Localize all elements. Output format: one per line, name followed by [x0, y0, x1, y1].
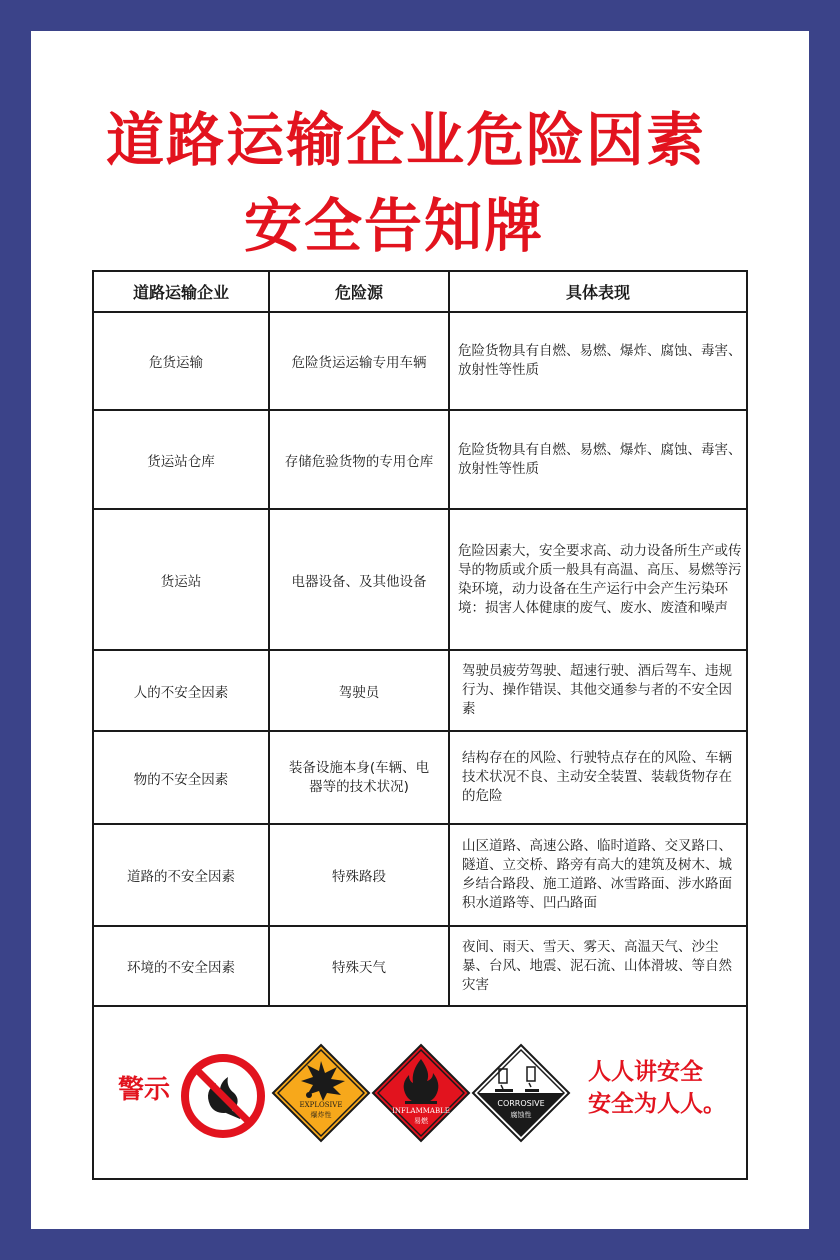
cell-detail: 结构存在的风险、行驶特点存在的风险、车辆技术状况不良、主动安全装置、装载货物存在的危险 [449, 731, 747, 824]
notice-board [31, 31, 809, 1229]
explosive-cn: 爆炸性 [310, 1111, 332, 1119]
cell-detail: 危险货物具有自燃、易燃、爆炸、腐蚀、毒害、放射性等性质 [449, 410, 747, 509]
enterprise-label: 货运站仓库 [147, 453, 215, 470]
cell-enterprise [93, 312, 269, 410]
cell-source: 驾驶员 [269, 650, 449, 731]
cell-detail: 山区道路、高速公路、临时道路、交叉路口、隧道、立交桥、路旁有高大的建筑及树木、城乡结合路段、施工道路、冰雪路面、涉水路面积水道路等、凹凸路面 [449, 824, 747, 926]
table-row [93, 509, 747, 650]
cell-enterprise [93, 926, 269, 1006]
hazard-table [92, 270, 748, 1007]
inflammable-cn: 易燃 [414, 1117, 428, 1125]
enterprise-label: 道路的不安全因素 [127, 869, 235, 885]
cell-enterprise [93, 650, 269, 731]
enterprise-label: 物的不安全因素 [133, 771, 229, 788]
cell-enterprise [93, 410, 269, 509]
header-source: 危险源 [269, 271, 449, 312]
warning-label: 警示 [118, 1075, 171, 1105]
page-title-line2: 安全告知牌 [243, 192, 544, 260]
cell-detail: 驾驶员疲劳驾驶、超速行驶、酒后驾车、违规行为、操作错误、其他交通参与者的不安全因素 [449, 650, 747, 731]
cell-source: 特殊路段 [269, 824, 449, 926]
slogan-line1: 人人讲安全 [588, 1059, 703, 1085]
table-header-row [93, 271, 747, 312]
inflammable-en: INFLAMMABLE [392, 1107, 450, 1115]
cell-detail: 危险因素大，安全要求高、动力设备所生产或传导的物质或介质一般具有高温、高压、易燃等污染环境，动力设备在生产运行中会产生污染环境：损害人体健康的废气、废水、废渣和噪声 [449, 509, 747, 650]
cell-enterprise [93, 509, 269, 650]
slogan [588, 1056, 726, 1120]
no-fire-icon [180, 1053, 266, 1139]
table-row [93, 926, 747, 1006]
header-detail: 具体表现 [449, 271, 747, 312]
table-row [93, 731, 747, 824]
corrosive-en: CORROSIVE [497, 1099, 545, 1108]
corrosive-cn: 腐蚀性 [510, 1111, 532, 1119]
inflammable-icon [371, 1043, 471, 1143]
page-title-line1: 道路运输企业危险因素 [105, 106, 706, 174]
table-row [93, 410, 747, 509]
corrosive-icon [471, 1043, 571, 1143]
table-row [93, 650, 747, 731]
warning-panel [92, 1006, 748, 1180]
enterprise-label: 人的不安全因素 [133, 684, 229, 701]
explosive-en: EXPLOSIVE [299, 1101, 343, 1109]
cell-enterprise [93, 731, 269, 824]
slogan-line2: 安全为人人。 [588, 1091, 726, 1117]
cell-source: 存储危验货物的专用仓库 [269, 410, 449, 509]
enterprise-label: 环境的不安全因素 [127, 960, 235, 976]
table-row [93, 312, 747, 410]
cell-detail: 危险货物具有自燃、易燃、爆炸、腐蚀、毒害、放射性等性质 [449, 312, 747, 410]
cell-source: 电器设备、及其他设备 [269, 509, 449, 650]
header-enterprise: 道路运输企业 [93, 271, 269, 312]
cell-source: 特殊天气 [269, 926, 449, 1006]
enterprise-label: 危货运输 [149, 355, 203, 371]
cell-source: 危险货运运输专用车辆 [269, 312, 449, 410]
cell-detail: 夜间、雨天、雪天、雾天、高温天气、沙尘暴、台风、地震、泥石流、山体滑坡、等自然灾害 [449, 926, 747, 1006]
cell-source: 装备设施本身(车辆、电器等的技术状况) [269, 731, 449, 824]
explosive-icon [271, 1043, 371, 1143]
cell-enterprise [93, 824, 269, 926]
enterprise-label: 货运站 [160, 573, 202, 590]
table-row [93, 824, 747, 926]
